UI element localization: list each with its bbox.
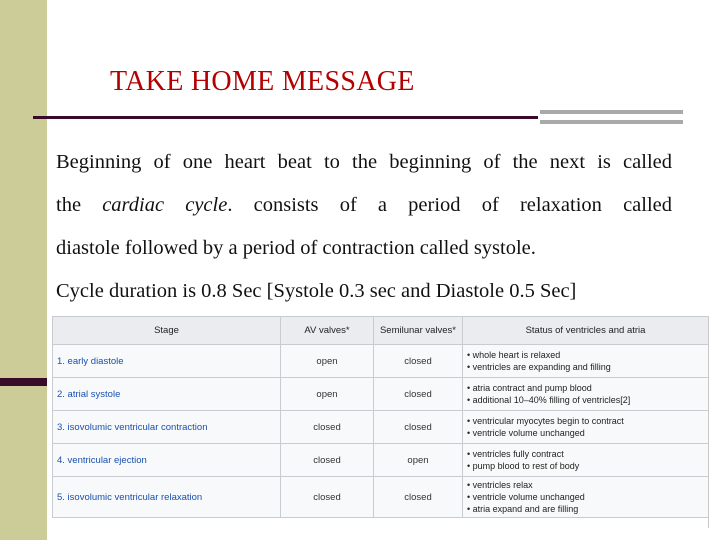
semilunar-cell: open — [374, 444, 463, 477]
body-line-2-pre: the — [56, 194, 103, 216]
stage-cell[interactable]: 1. early diastole — [53, 345, 281, 378]
status-item: • additional 10–40% filling of ventricles[2] — [467, 394, 704, 406]
status-cell — [463, 477, 709, 518]
status-item: • whole heart is relaxed — [467, 349, 704, 361]
title-divider-accent-top — [540, 110, 683, 114]
body-line-2-post: . consists of a period of relaxation called — [227, 194, 673, 216]
status-item: • atria expand and are filling — [467, 503, 704, 515]
stage-cell[interactable]: 4. ventricular ejection — [53, 444, 281, 477]
table-row — [53, 378, 709, 411]
body-paragraph — [56, 141, 672, 313]
table-header-row — [53, 317, 709, 345]
semilunar-cell: closed — [374, 477, 463, 518]
left-bar-accent — [0, 378, 47, 386]
semilunar-cell: closed — [374, 345, 463, 378]
status-item: • ventricles relax — [467, 479, 704, 491]
stage-cell[interactable]: 5. isovolumic ventricular relaxation — [53, 477, 281, 518]
cardiac-cycle-term: cardiac cycle — [102, 194, 228, 216]
status-item: • ventricular myocytes begin to contract — [467, 415, 704, 427]
left-decorative-bar — [0, 0, 47, 540]
table-row — [53, 444, 709, 477]
status-item: • ventricle volume unchanged — [467, 491, 704, 503]
body-line-2 — [56, 184, 672, 227]
status-item: • ventricle volume unchanged — [467, 427, 704, 439]
av-cell: open — [281, 345, 374, 378]
av-cell: open — [281, 378, 374, 411]
av-cell: closed — [281, 477, 374, 518]
table-row — [53, 477, 709, 518]
table-row — [53, 345, 709, 378]
av-cell: closed — [281, 444, 374, 477]
status-cell — [463, 411, 709, 444]
status-item: • atria contract and pump blood — [467, 382, 704, 394]
cardiac-cycle-table-container — [52, 316, 709, 528]
stage-cell[interactable]: 3. isovolumic ventricular contraction — [53, 411, 281, 444]
status-cell — [463, 345, 709, 378]
status-item: • pump blood to rest of body — [467, 460, 704, 472]
semilunar-cell: closed — [374, 411, 463, 444]
title-divider-accent-bottom — [540, 120, 683, 124]
slide-title: TAKE HOME MESSAGE — [110, 66, 415, 97]
cardiac-cycle-table — [52, 316, 709, 518]
header-semilunar-valves: Semilunar valves* — [374, 317, 463, 345]
status-cell — [463, 378, 709, 411]
body-line-4: Cycle duration is 0.8 Sec [Systole 0.3 sec and Diastole 0.5 Sec] — [56, 280, 577, 302]
body-line-1: Beginning of one heart beat to the beginning of the next is called — [56, 151, 672, 173]
status-cell — [463, 444, 709, 477]
av-cell: closed — [281, 411, 374, 444]
stage-cell[interactable]: 2. atrial systole — [53, 378, 281, 411]
status-item: • ventricles are expanding and filling — [467, 361, 704, 373]
header-stage: Stage — [53, 317, 281, 345]
title-divider — [33, 116, 538, 119]
body-line-3: diastole followed by a period of contraction called systole. — [56, 237, 536, 259]
semilunar-cell: closed — [374, 378, 463, 411]
table-row — [53, 411, 709, 444]
status-item: • ventricles fully contract — [467, 448, 704, 460]
header-av-valves: AV valves* — [281, 317, 374, 345]
header-status: Status of ventricles and atria — [463, 317, 709, 345]
